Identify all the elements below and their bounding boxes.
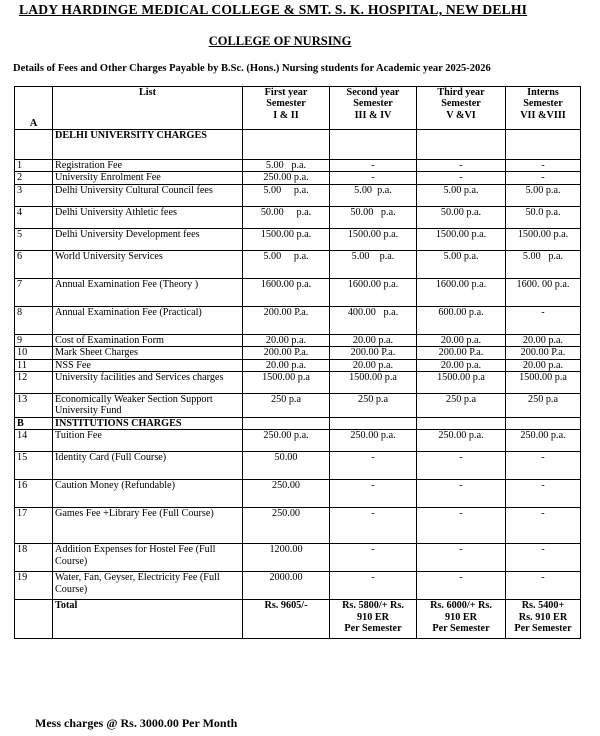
table-row: [15, 172, 581, 184]
section-a-code: A: [15, 87, 53, 130]
row-item: Mark Sheet Charges: [53, 347, 243, 359]
details-heading: Details of Fees and Other Charges Payable by B.Sc. (Hons.) Nursing students for Academic year 2025-2026: [13, 63, 491, 74]
table-row: [15, 306, 581, 334]
row-second-year: 50.00 p.a.: [330, 206, 417, 228]
row-second-year: -: [330, 452, 417, 480]
row-first-year: 5.00 p.a.: [243, 250, 330, 278]
total-y2: Rs. 5800/+ Rs. 910 ER Per Semester: [330, 600, 417, 639]
row-first-year: 5.00 p.a.: [243, 160, 330, 172]
table-row: [15, 508, 581, 544]
row-third-year: 50.00 p.a.: [417, 206, 506, 228]
row-second-year: -: [330, 572, 417, 600]
row-interns: -: [506, 306, 581, 334]
row-item: Tuition Fee: [53, 430, 243, 452]
row-interns: -: [506, 572, 581, 600]
row-third-year: -: [417, 508, 506, 544]
row-third-year: 20.00 p.a.: [417, 359, 506, 371]
row-number: 12: [15, 372, 53, 394]
row-third-year: 250.00 p.a.: [417, 430, 506, 452]
row-second-year: 5.00 p.a.: [330, 184, 417, 206]
table-row: [15, 480, 581, 508]
list-header: List: [53, 87, 243, 130]
row-interns: 1500.00 p.a.: [506, 228, 581, 250]
table-row: [15, 544, 581, 572]
total-y3: Rs. 6000/+ Rs. 910 ER Per Semester: [417, 600, 506, 639]
row-third-year: -: [417, 572, 506, 600]
row-third-year: 200.00 P.a.: [417, 347, 506, 359]
row-third-year: -: [417, 480, 506, 508]
row-third-year: 5.00 p.a.: [417, 250, 506, 278]
table-row: [15, 452, 581, 480]
row-number: 9: [15, 334, 53, 346]
table-row: [15, 347, 581, 359]
row-second-year: -: [330, 172, 417, 184]
col-first-year: First year Semester I & II: [243, 87, 330, 130]
row-first-year: 50.00 p.a.: [243, 206, 330, 228]
row-third-year: 1600.00 p.a.: [417, 278, 506, 306]
row-item: Cost of Examination Form: [53, 334, 243, 346]
table-row: [15, 160, 581, 172]
row-interns: 200.00 P.a.: [506, 347, 581, 359]
total-row: [15, 600, 581, 639]
row-third-year: 600.00 p.a.: [417, 306, 506, 334]
row-item: Games Fee +Library Fee (Full Course): [53, 508, 243, 544]
section-a-title: DELHI UNIVERSITY CHARGES: [53, 130, 243, 160]
row-first-year: 20.00 p.a.: [243, 334, 330, 346]
college-title: LADY HARDINGE MEDICAL COLLEGE & SMT. S. K. HOSPITAL, NEW DELHI: [19, 2, 528, 17]
row-first-year: 1500.00 p.a: [243, 372, 330, 394]
row-interns: 250 p.a: [506, 394, 581, 418]
row-item: Economically Weaker Section Support University Fund: [53, 394, 243, 418]
row-interns: 5.00 p.a.: [506, 250, 581, 278]
row-second-year: -: [330, 508, 417, 544]
table-row: [15, 228, 581, 250]
table-row: [15, 278, 581, 306]
table-row: [15, 206, 581, 228]
row-first-year: 2000.00: [243, 572, 330, 600]
row-item: Caution Money (Refundable): [53, 480, 243, 508]
total-y4: Rs. 5400+ Rs. 910 ER Per Semester: [506, 600, 581, 639]
row-third-year: -: [417, 544, 506, 572]
row-item: Addition Expenses for Hostel Fee (Full Course): [53, 544, 243, 572]
row-interns: -: [506, 544, 581, 572]
row-number: 8: [15, 306, 53, 334]
row-item: NSS Fee: [53, 359, 243, 371]
row-number: 14: [15, 430, 53, 452]
row-second-year: 1500.00 p.a: [330, 372, 417, 394]
row-interns: -: [506, 172, 581, 184]
row-first-year: 1600.00 p.a.: [243, 278, 330, 306]
row-first-year: 1200.00: [243, 544, 330, 572]
row-third-year: 1500.00 p.a.: [417, 228, 506, 250]
row-second-year: 1600.00 p.a.: [330, 278, 417, 306]
row-second-year: 250 p.a: [330, 394, 417, 418]
mess-charges: Mess charges @ Rs. 3000.00 Per Month: [35, 716, 238, 730]
row-third-year: 250 p.a: [417, 394, 506, 418]
row-third-year: -: [417, 452, 506, 480]
row-number: 4: [15, 206, 53, 228]
row-number: 2: [15, 172, 53, 184]
col-third-year: Third year Semester V &VI: [417, 87, 506, 130]
row-number: 13: [15, 394, 53, 418]
total-label: Total: [53, 600, 243, 639]
col-interns: Interns Semester VII &VIII: [506, 87, 581, 130]
row-second-year: 250.00 p.a.: [330, 430, 417, 452]
row-first-year: 200.00 P.a.: [243, 347, 330, 359]
row-number: 3: [15, 184, 53, 206]
row-second-year: 20.00 p.a.: [330, 334, 417, 346]
row-interns: -: [506, 480, 581, 508]
row-third-year: 5.00 p.a.: [417, 184, 506, 206]
row-interns: 250.00 p.a.: [506, 430, 581, 452]
row-number: 10: [15, 347, 53, 359]
row-item: Delhi University Development fees: [53, 228, 243, 250]
row-interns: -: [506, 452, 581, 480]
header-row: [15, 87, 581, 130]
total-y1: Rs. 9605/-: [243, 600, 330, 639]
row-first-year: 250.00 p.a.: [243, 430, 330, 452]
row-first-year: 250.00: [243, 508, 330, 544]
row-number: 17: [15, 508, 53, 544]
row-interns: 20.00 p.a.: [506, 359, 581, 371]
row-interns: 5.00 p.a.: [506, 184, 581, 206]
row-item: Delhi University Cultural Council fees: [53, 184, 243, 206]
row-item: Identity Card (Full Course): [53, 452, 243, 480]
row-first-year: 250.00 p.a.: [243, 172, 330, 184]
row-third-year: 1500.00 p.a: [417, 372, 506, 394]
table-row: [15, 372, 581, 394]
row-third-year: -: [417, 172, 506, 184]
row-first-year: 20.00 p.a.: [243, 359, 330, 371]
row-number: 18: [15, 544, 53, 572]
row-item: University Enrolment Fee: [53, 172, 243, 184]
table-row: [15, 572, 581, 600]
school-title: COLLEGE OF NURSING: [208, 34, 352, 48]
col-second-year: Second year Semester III & IV: [330, 87, 417, 130]
table-row: [15, 250, 581, 278]
row-item: Annual Examination Fee (Theory ): [53, 278, 243, 306]
row-interns: 50.0 p.a.: [506, 206, 581, 228]
row-third-year: 20.00 p.a.: [417, 334, 506, 346]
row-third-year: -: [417, 160, 506, 172]
row-item: Annual Examination Fee (Practical): [53, 306, 243, 334]
row-item: Water, Fan, Geyser, Electricity Fee (Full Course): [53, 572, 243, 600]
row-number: 1: [15, 160, 53, 172]
row-second-year: 1500.00 p.a.: [330, 228, 417, 250]
row-first-year: 5.00 p.a.: [243, 184, 330, 206]
row-interns: 1600. 00 p.a.: [506, 278, 581, 306]
row-item: Delhi University Athletic fees: [53, 206, 243, 228]
section-b-code: B: [15, 417, 53, 429]
row-number: 15: [15, 452, 53, 480]
row-interns: 1500.00 p.a: [506, 372, 581, 394]
row-first-year: 250.00: [243, 480, 330, 508]
row-interns: -: [506, 160, 581, 172]
row-second-year: -: [330, 480, 417, 508]
table-row: [15, 394, 581, 418]
row-number: 5: [15, 228, 53, 250]
row-first-year: 50.00: [243, 452, 330, 480]
table-row: [15, 184, 581, 206]
table-row: [15, 430, 581, 452]
row-interns: -: [506, 508, 581, 544]
row-first-year: 200.00 P.a.: [243, 306, 330, 334]
row-second-year: -: [330, 544, 417, 572]
row-first-year: 1500.00 p.a.: [243, 228, 330, 250]
row-second-year: 5.00 p.a.: [330, 250, 417, 278]
table-row: [15, 334, 581, 346]
row-second-year: 400.00 p.a.: [330, 306, 417, 334]
row-interns: 20.00 p.a.: [506, 334, 581, 346]
row-second-year: 200.00 P.a.: [330, 347, 417, 359]
row-number: 6: [15, 250, 53, 278]
row-item: Registration Fee: [53, 160, 243, 172]
section-b-title: INSTITUTIONS CHARGES: [53, 417, 243, 429]
row-number: 19: [15, 572, 53, 600]
row-first-year: 250 p.a: [243, 394, 330, 418]
row-item: University facilities and Services charges: [53, 372, 243, 394]
row-second-year: -: [330, 160, 417, 172]
row-number: 7: [15, 278, 53, 306]
row-second-year: 20.00 p.a.: [330, 359, 417, 371]
table-row: [15, 359, 581, 371]
row-number: 16: [15, 480, 53, 508]
row-item: World University Services: [53, 250, 243, 278]
fees-table: [14, 86, 581, 639]
row-number: 11: [15, 359, 53, 371]
